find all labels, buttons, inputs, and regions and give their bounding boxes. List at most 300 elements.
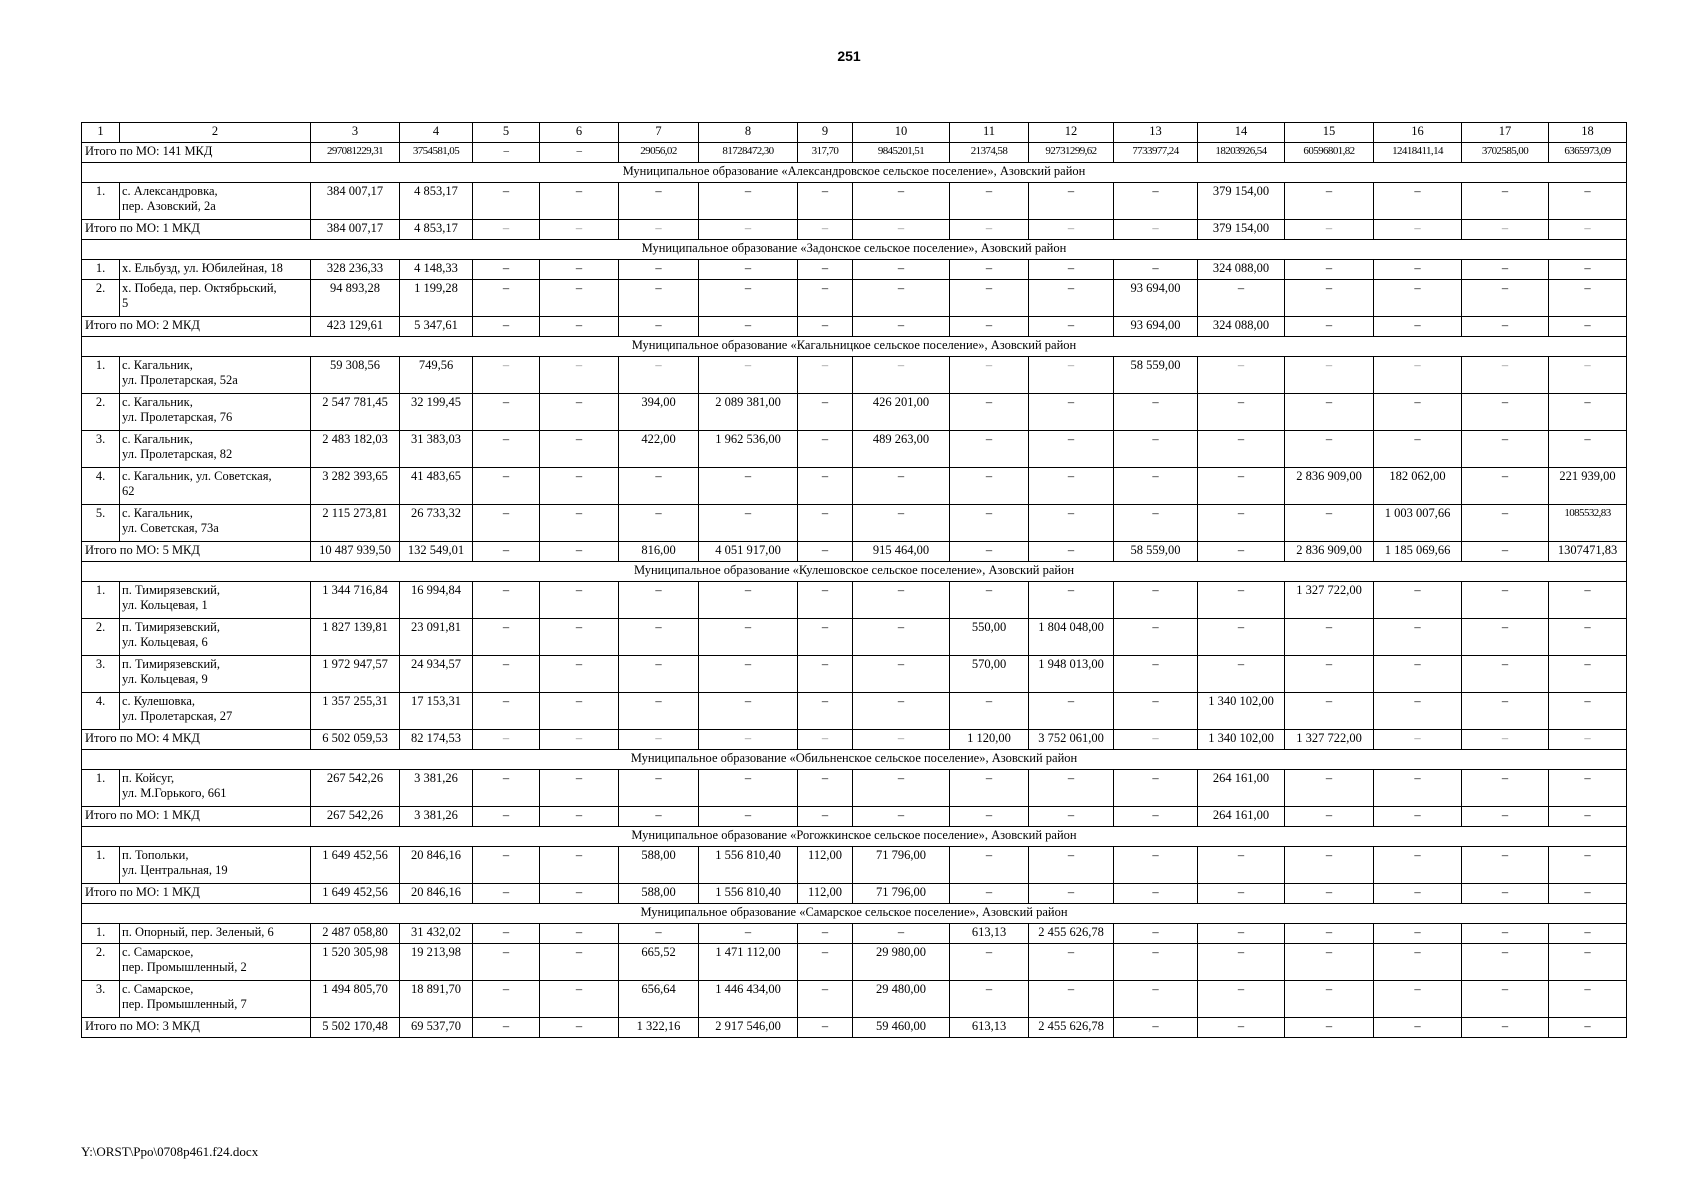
subtotal-value: 1307471,83 <box>1549 542 1627 562</box>
cost-value: – <box>1462 924 1549 944</box>
building-row <box>82 981 1627 1018</box>
cost-value: – <box>619 693 699 730</box>
column-number: 4 <box>400 123 473 143</box>
subtotal-value: – <box>1198 1018 1285 1038</box>
subtotal-value: 317,70 <box>798 143 853 163</box>
cost-value: – <box>1462 656 1549 693</box>
subtotal-value: 5 347,61 <box>400 317 473 337</box>
subtotal-label: Итого по МО: 1 МКД <box>82 884 311 904</box>
cost-value: – <box>473 770 540 807</box>
cost-value: 665,52 <box>619 944 699 981</box>
row-index: 3. <box>82 981 120 1018</box>
cost-value: – <box>540 394 619 431</box>
cost-value: – <box>473 981 540 1018</box>
cost-value: – <box>619 260 699 280</box>
cost-value: 324 088,00 <box>1198 260 1285 280</box>
cost-value: 23 091,81 <box>400 619 473 656</box>
cost-value: – <box>950 505 1029 542</box>
cost-value: – <box>699 357 798 394</box>
cost-value: – <box>1462 505 1549 542</box>
column-number: 18 <box>1549 123 1627 143</box>
subtotal-value: – <box>473 542 540 562</box>
cost-value: – <box>1114 260 1198 280</box>
cost-value: – <box>798 770 853 807</box>
cost-value: 1 340 102,00 <box>1198 693 1285 730</box>
subtotal-value: – <box>540 542 619 562</box>
cost-value: 26 733,32 <box>400 505 473 542</box>
row-index: 1. <box>82 183 120 220</box>
cost-value: 1 446 434,00 <box>699 981 798 1018</box>
cost-value: 1 003 007,66 <box>1374 505 1462 542</box>
cost-value: – <box>619 619 699 656</box>
building-row <box>82 693 1627 730</box>
cost-value: – <box>540 431 619 468</box>
cost-value: – <box>473 693 540 730</box>
municipality-name: Муниципальное образование «Кулешовское сельское поселение», Азовский район <box>82 562 1627 582</box>
cost-value: – <box>1374 394 1462 431</box>
cost-value: – <box>853 924 950 944</box>
subtotal-value: 384 007,17 <box>311 220 400 240</box>
subtotal-value: – <box>853 220 950 240</box>
subtotal-value: – <box>1198 884 1285 904</box>
subtotal-value: 1 340 102,00 <box>1198 730 1285 750</box>
subtotal-value: – <box>1462 730 1549 750</box>
cost-value: – <box>798 944 853 981</box>
cost-value: – <box>798 582 853 619</box>
subtotal-value: – <box>1114 884 1198 904</box>
subtotal-value: – <box>1114 1018 1198 1038</box>
subtotal-value: – <box>1462 542 1549 562</box>
subtotal-value: 112,00 <box>798 884 853 904</box>
subtotal-value: – <box>540 807 619 827</box>
cost-value: – <box>699 693 798 730</box>
cost-value: – <box>1285 770 1374 807</box>
cost-value: 2 487 058,80 <box>311 924 400 944</box>
cost-value: – <box>950 770 1029 807</box>
column-number: 6 <box>540 123 619 143</box>
subtotal-value: 18203926,54 <box>1198 143 1285 163</box>
cost-value: – <box>1462 468 1549 505</box>
cost-value: – <box>1029 770 1114 807</box>
cost-value: – <box>473 582 540 619</box>
subtotal-value: – <box>950 884 1029 904</box>
cost-value: – <box>1374 582 1462 619</box>
cost-value: – <box>1549 394 1627 431</box>
subtotal-value: – <box>1198 542 1285 562</box>
subtotal-value: – <box>1029 884 1114 904</box>
cost-value: 2 115 273,81 <box>311 505 400 542</box>
building-row <box>82 357 1627 394</box>
cost-value: – <box>619 582 699 619</box>
subtotal-row <box>82 542 1627 562</box>
cost-value: – <box>1198 619 1285 656</box>
cost-value: 93 694,00 <box>1114 280 1198 317</box>
subtotal-value: 58 559,00 <box>1114 542 1198 562</box>
cost-value: – <box>1114 619 1198 656</box>
building-row <box>82 944 1627 981</box>
building-row <box>82 619 1627 656</box>
cost-value: 3 282 393,65 <box>311 468 400 505</box>
subtotal-value: – <box>619 317 699 337</box>
table-body <box>82 123 1627 1038</box>
building-row <box>82 394 1627 431</box>
subtotal-value: – <box>1114 807 1198 827</box>
subtotal-value: 29056,02 <box>619 143 699 163</box>
cost-value: – <box>619 505 699 542</box>
cost-value: – <box>540 468 619 505</box>
cost-value: – <box>950 693 1029 730</box>
cost-value: – <box>1462 847 1549 884</box>
cost-value: – <box>853 619 950 656</box>
subtotal-value: 2 917 546,00 <box>699 1018 798 1038</box>
cost-value: – <box>1549 183 1627 220</box>
cost-value: 2 836 909,00 <box>1285 468 1374 505</box>
capital-repair-table <box>81 122 1627 1038</box>
cost-value: – <box>853 770 950 807</box>
subtotal-value: 613,13 <box>950 1018 1029 1038</box>
cost-value: – <box>473 183 540 220</box>
subtotal-value: – <box>1285 884 1374 904</box>
municipality-header-row <box>82 240 1627 260</box>
municipality-header-row <box>82 337 1627 357</box>
subtotal-value: – <box>619 807 699 827</box>
cost-value: – <box>798 505 853 542</box>
cost-value: 29 480,00 <box>853 981 950 1018</box>
cost-value: – <box>950 468 1029 505</box>
cost-value: 1 357 255,31 <box>311 693 400 730</box>
cost-value: – <box>1374 357 1462 394</box>
subtotal-value: – <box>1374 220 1462 240</box>
subtotal-value: – <box>950 542 1029 562</box>
subtotal-value: – <box>473 730 540 750</box>
subtotal-value: – <box>1549 1018 1627 1038</box>
cost-value: 71 796,00 <box>853 847 950 884</box>
subtotal-value: – <box>1285 220 1374 240</box>
building-address: с. Самарское, пер. Промышленный, 7 <box>120 981 311 1018</box>
subtotal-value: – <box>798 730 853 750</box>
cost-value: 182 062,00 <box>1374 468 1462 505</box>
subtotal-value: 12418411,14 <box>1374 143 1462 163</box>
cost-value: – <box>1198 468 1285 505</box>
row-index: 2. <box>82 619 120 656</box>
cost-value: – <box>1285 505 1374 542</box>
building-row <box>82 183 1627 220</box>
column-number: 5 <box>473 123 540 143</box>
cost-value: 1 972 947,57 <box>311 656 400 693</box>
subtotal-value: – <box>798 807 853 827</box>
cost-value: 1 962 536,00 <box>699 431 798 468</box>
cost-value: – <box>1285 280 1374 317</box>
subtotal-value: – <box>699 220 798 240</box>
building-address: п. Тимирязевский, ул. Кольцевая, 1 <box>120 582 311 619</box>
cost-value: – <box>1462 394 1549 431</box>
cost-value: – <box>1029 183 1114 220</box>
cost-value: – <box>798 280 853 317</box>
cost-value: – <box>473 431 540 468</box>
building-address: с. Кагальник, ул. Пролетарская, 52а <box>120 357 311 394</box>
cost-value: 16 994,84 <box>400 582 473 619</box>
cost-value: – <box>1029 981 1114 1018</box>
cost-value: – <box>1549 582 1627 619</box>
cost-value: – <box>1198 582 1285 619</box>
subtotal-value: – <box>853 730 950 750</box>
subtotal-value: – <box>540 220 619 240</box>
column-number: 13 <box>1114 123 1198 143</box>
subtotal-value: 423 129,61 <box>311 317 400 337</box>
column-number: 10 <box>853 123 950 143</box>
cost-value: 489 263,00 <box>853 431 950 468</box>
row-index: 5. <box>82 505 120 542</box>
subtotal-value: 2 836 909,00 <box>1285 542 1374 562</box>
subtotal-value: 1 322,16 <box>619 1018 699 1038</box>
cost-value: 4 853,17 <box>400 183 473 220</box>
subtotal-value: 82 174,53 <box>400 730 473 750</box>
cost-value: – <box>1114 394 1198 431</box>
subtotal-value: – <box>699 317 798 337</box>
cost-value: 1 199,28 <box>400 280 473 317</box>
cost-value: – <box>1114 183 1198 220</box>
cost-value: 41 483,65 <box>400 468 473 505</box>
cost-value: – <box>540 260 619 280</box>
cost-value: – <box>798 357 853 394</box>
municipality-header-row <box>82 827 1627 847</box>
cost-value: 264 161,00 <box>1198 770 1285 807</box>
building-address: п. Опорный, пер. Зеленый, 6 <box>120 924 311 944</box>
cost-value: – <box>950 357 1029 394</box>
subtotal-label: Итого по МО: 2 МКД <box>82 317 311 337</box>
cost-value: – <box>1029 357 1114 394</box>
cost-value: – <box>619 770 699 807</box>
cost-value: – <box>1285 183 1374 220</box>
cost-value: – <box>1198 431 1285 468</box>
subtotal-value: – <box>1549 317 1627 337</box>
cost-value: – <box>1549 656 1627 693</box>
subtotal-value: – <box>540 730 619 750</box>
subtotal-value: 10 487 939,50 <box>311 542 400 562</box>
subtotal-value: – <box>1549 220 1627 240</box>
cost-value: – <box>853 357 950 394</box>
cost-value: – <box>540 924 619 944</box>
cost-value: – <box>473 357 540 394</box>
subtotal-value: – <box>798 317 853 337</box>
subtotal-value: 69 537,70 <box>400 1018 473 1038</box>
column-number: 17 <box>1462 123 1549 143</box>
cost-value: – <box>699 260 798 280</box>
cost-value: – <box>1029 693 1114 730</box>
column-number: 7 <box>619 123 699 143</box>
row-index: 1. <box>82 260 120 280</box>
row-index: 3. <box>82 656 120 693</box>
cost-value: – <box>1462 619 1549 656</box>
cost-value: – <box>473 280 540 317</box>
cost-value: – <box>473 847 540 884</box>
subtotal-value: – <box>540 143 619 163</box>
cost-value: 570,00 <box>950 656 1029 693</box>
cost-value: 221 939,00 <box>1549 468 1627 505</box>
subtotal-value: 264 161,00 <box>1198 807 1285 827</box>
cost-value: – <box>1549 981 1627 1018</box>
cost-value: – <box>950 582 1029 619</box>
subtotal-value: – <box>1285 1018 1374 1038</box>
cost-value: 58 559,00 <box>1114 357 1198 394</box>
cost-value: – <box>1374 944 1462 981</box>
cost-value: 1 827 139,81 <box>311 619 400 656</box>
building-row <box>82 656 1627 693</box>
subtotal-value: 92731299,62 <box>1029 143 1114 163</box>
cost-value: – <box>798 468 853 505</box>
cost-value: – <box>1374 431 1462 468</box>
cost-value: – <box>798 183 853 220</box>
cost-value: – <box>1285 260 1374 280</box>
document-path: Y:\ORST\Ppo\0708p461.f24.docx <box>81 1144 259 1159</box>
cost-value: – <box>1198 924 1285 944</box>
cost-value: – <box>1285 394 1374 431</box>
page-number: 251 <box>837 48 861 64</box>
row-index: 4. <box>82 468 120 505</box>
cost-value: – <box>1285 981 1374 1018</box>
cost-value: – <box>798 431 853 468</box>
cost-value: 59 308,56 <box>311 357 400 394</box>
cost-value: – <box>619 280 699 317</box>
subtotal-value: – <box>619 730 699 750</box>
cost-value: 328 236,33 <box>311 260 400 280</box>
cost-value: – <box>1198 656 1285 693</box>
cost-value: – <box>1374 981 1462 1018</box>
cost-value: 24 934,57 <box>400 656 473 693</box>
cost-value: – <box>798 981 853 1018</box>
subtotal-value: 588,00 <box>619 884 699 904</box>
cost-value: – <box>950 847 1029 884</box>
subtotal-value: 1 120,00 <box>950 730 1029 750</box>
cost-value: – <box>1285 431 1374 468</box>
row-index: 1. <box>82 847 120 884</box>
column-number-row <box>82 123 1627 143</box>
cost-value: – <box>853 280 950 317</box>
subtotal-value: – <box>853 317 950 337</box>
cost-value: 1 948 013,00 <box>1029 656 1114 693</box>
cost-value: – <box>540 944 619 981</box>
subtotal-value: – <box>1462 1018 1549 1038</box>
cost-value: – <box>619 924 699 944</box>
subtotal-label: Итого по МО: 4 МКД <box>82 730 311 750</box>
cost-value: – <box>1285 944 1374 981</box>
subtotal-value: – <box>950 220 1029 240</box>
cost-value: – <box>798 394 853 431</box>
cost-value: – <box>1114 924 1198 944</box>
cost-value: – <box>1374 656 1462 693</box>
column-number: 14 <box>1198 123 1285 143</box>
cost-value: 2 089 381,00 <box>699 394 798 431</box>
cost-value: 32 199,45 <box>400 394 473 431</box>
column-number: 11 <box>950 123 1029 143</box>
cost-value: – <box>1462 431 1549 468</box>
municipality-header-row <box>82 163 1627 183</box>
subtotal-value: 5 502 170,48 <box>311 1018 400 1038</box>
cost-value: – <box>1374 619 1462 656</box>
cost-value: – <box>540 619 619 656</box>
cost-value: – <box>619 468 699 505</box>
subtotal-value: 93 694,00 <box>1114 317 1198 337</box>
subtotal-value: 267 542,26 <box>311 807 400 827</box>
subtotal-value: 1 649 452,56 <box>311 884 400 904</box>
cost-value: – <box>1029 468 1114 505</box>
subtotal-value: – <box>619 220 699 240</box>
cost-value: – <box>1462 944 1549 981</box>
cost-value: – <box>473 944 540 981</box>
building-address: х. Ельбузд, ул. Юбилейная, 18 <box>120 260 311 280</box>
row-index: 1. <box>82 357 120 394</box>
municipality-name: Муниципальное образование «Обильненское сельское поселение», Азовский район <box>82 750 1627 770</box>
cost-value: – <box>1549 847 1627 884</box>
subtotal-value: – <box>1374 1018 1462 1038</box>
cost-value: – <box>1549 924 1627 944</box>
municipality-header-row <box>82 562 1627 582</box>
cost-value: – <box>1549 357 1627 394</box>
cost-value: 394,00 <box>619 394 699 431</box>
subtotal-value: 132 549,01 <box>400 542 473 562</box>
subtotal-value: 59 460,00 <box>853 1018 950 1038</box>
row-index: 1. <box>82 924 120 944</box>
cost-value: 1 649 452,56 <box>311 847 400 884</box>
cost-value: – <box>1374 260 1462 280</box>
subtotal-value: 915 464,00 <box>853 542 950 562</box>
cost-value: 613,13 <box>950 924 1029 944</box>
subtotal-value: – <box>1114 220 1198 240</box>
cost-value: – <box>1114 847 1198 884</box>
cost-value: – <box>1462 770 1549 807</box>
cost-value: – <box>699 468 798 505</box>
subtotal-label: Итого по МО: 5 МКД <box>82 542 311 562</box>
municipality-header-row <box>82 750 1627 770</box>
subtotal-value: 81728472,30 <box>699 143 798 163</box>
subtotal-value: – <box>540 1018 619 1038</box>
subtotal-label: Итого по МО: 1 МКД <box>82 807 311 827</box>
column-number: 2 <box>120 123 311 143</box>
cost-value: 1 520 305,98 <box>311 944 400 981</box>
cost-value: – <box>473 505 540 542</box>
subtotal-row <box>82 143 1627 163</box>
cost-value: – <box>1114 944 1198 981</box>
subtotal-value: 9845201,51 <box>853 143 950 163</box>
cost-value: – <box>699 582 798 619</box>
cost-value: – <box>540 505 619 542</box>
cost-value: – <box>1549 944 1627 981</box>
cost-value: – <box>950 431 1029 468</box>
cost-value: 94 893,28 <box>311 280 400 317</box>
cost-value: – <box>1029 944 1114 981</box>
municipality-header-row <box>82 904 1627 924</box>
cost-value: – <box>540 847 619 884</box>
subtotal-value: – <box>1285 317 1374 337</box>
cost-value: 112,00 <box>798 847 853 884</box>
building-row <box>82 582 1627 619</box>
subtotal-value: – <box>1114 730 1198 750</box>
cost-value: – <box>540 280 619 317</box>
cost-value: – <box>1198 847 1285 884</box>
cost-value: – <box>1285 357 1374 394</box>
cost-value: – <box>1374 693 1462 730</box>
cost-value: – <box>1374 183 1462 220</box>
subtotal-label: Итого по МО: 141 МКД <box>82 143 311 163</box>
cost-value: 550,00 <box>950 619 1029 656</box>
municipality-name: Муниципальное образование «Александровское сельское поселение», Азовский район <box>82 163 1627 183</box>
building-address: с. Кулешовка, ул. Пролетарская, 27 <box>120 693 311 730</box>
subtotal-value: – <box>1462 807 1549 827</box>
cost-value: – <box>699 280 798 317</box>
column-number: 3 <box>311 123 400 143</box>
cost-value: – <box>1029 847 1114 884</box>
subtotal-row <box>82 730 1627 750</box>
